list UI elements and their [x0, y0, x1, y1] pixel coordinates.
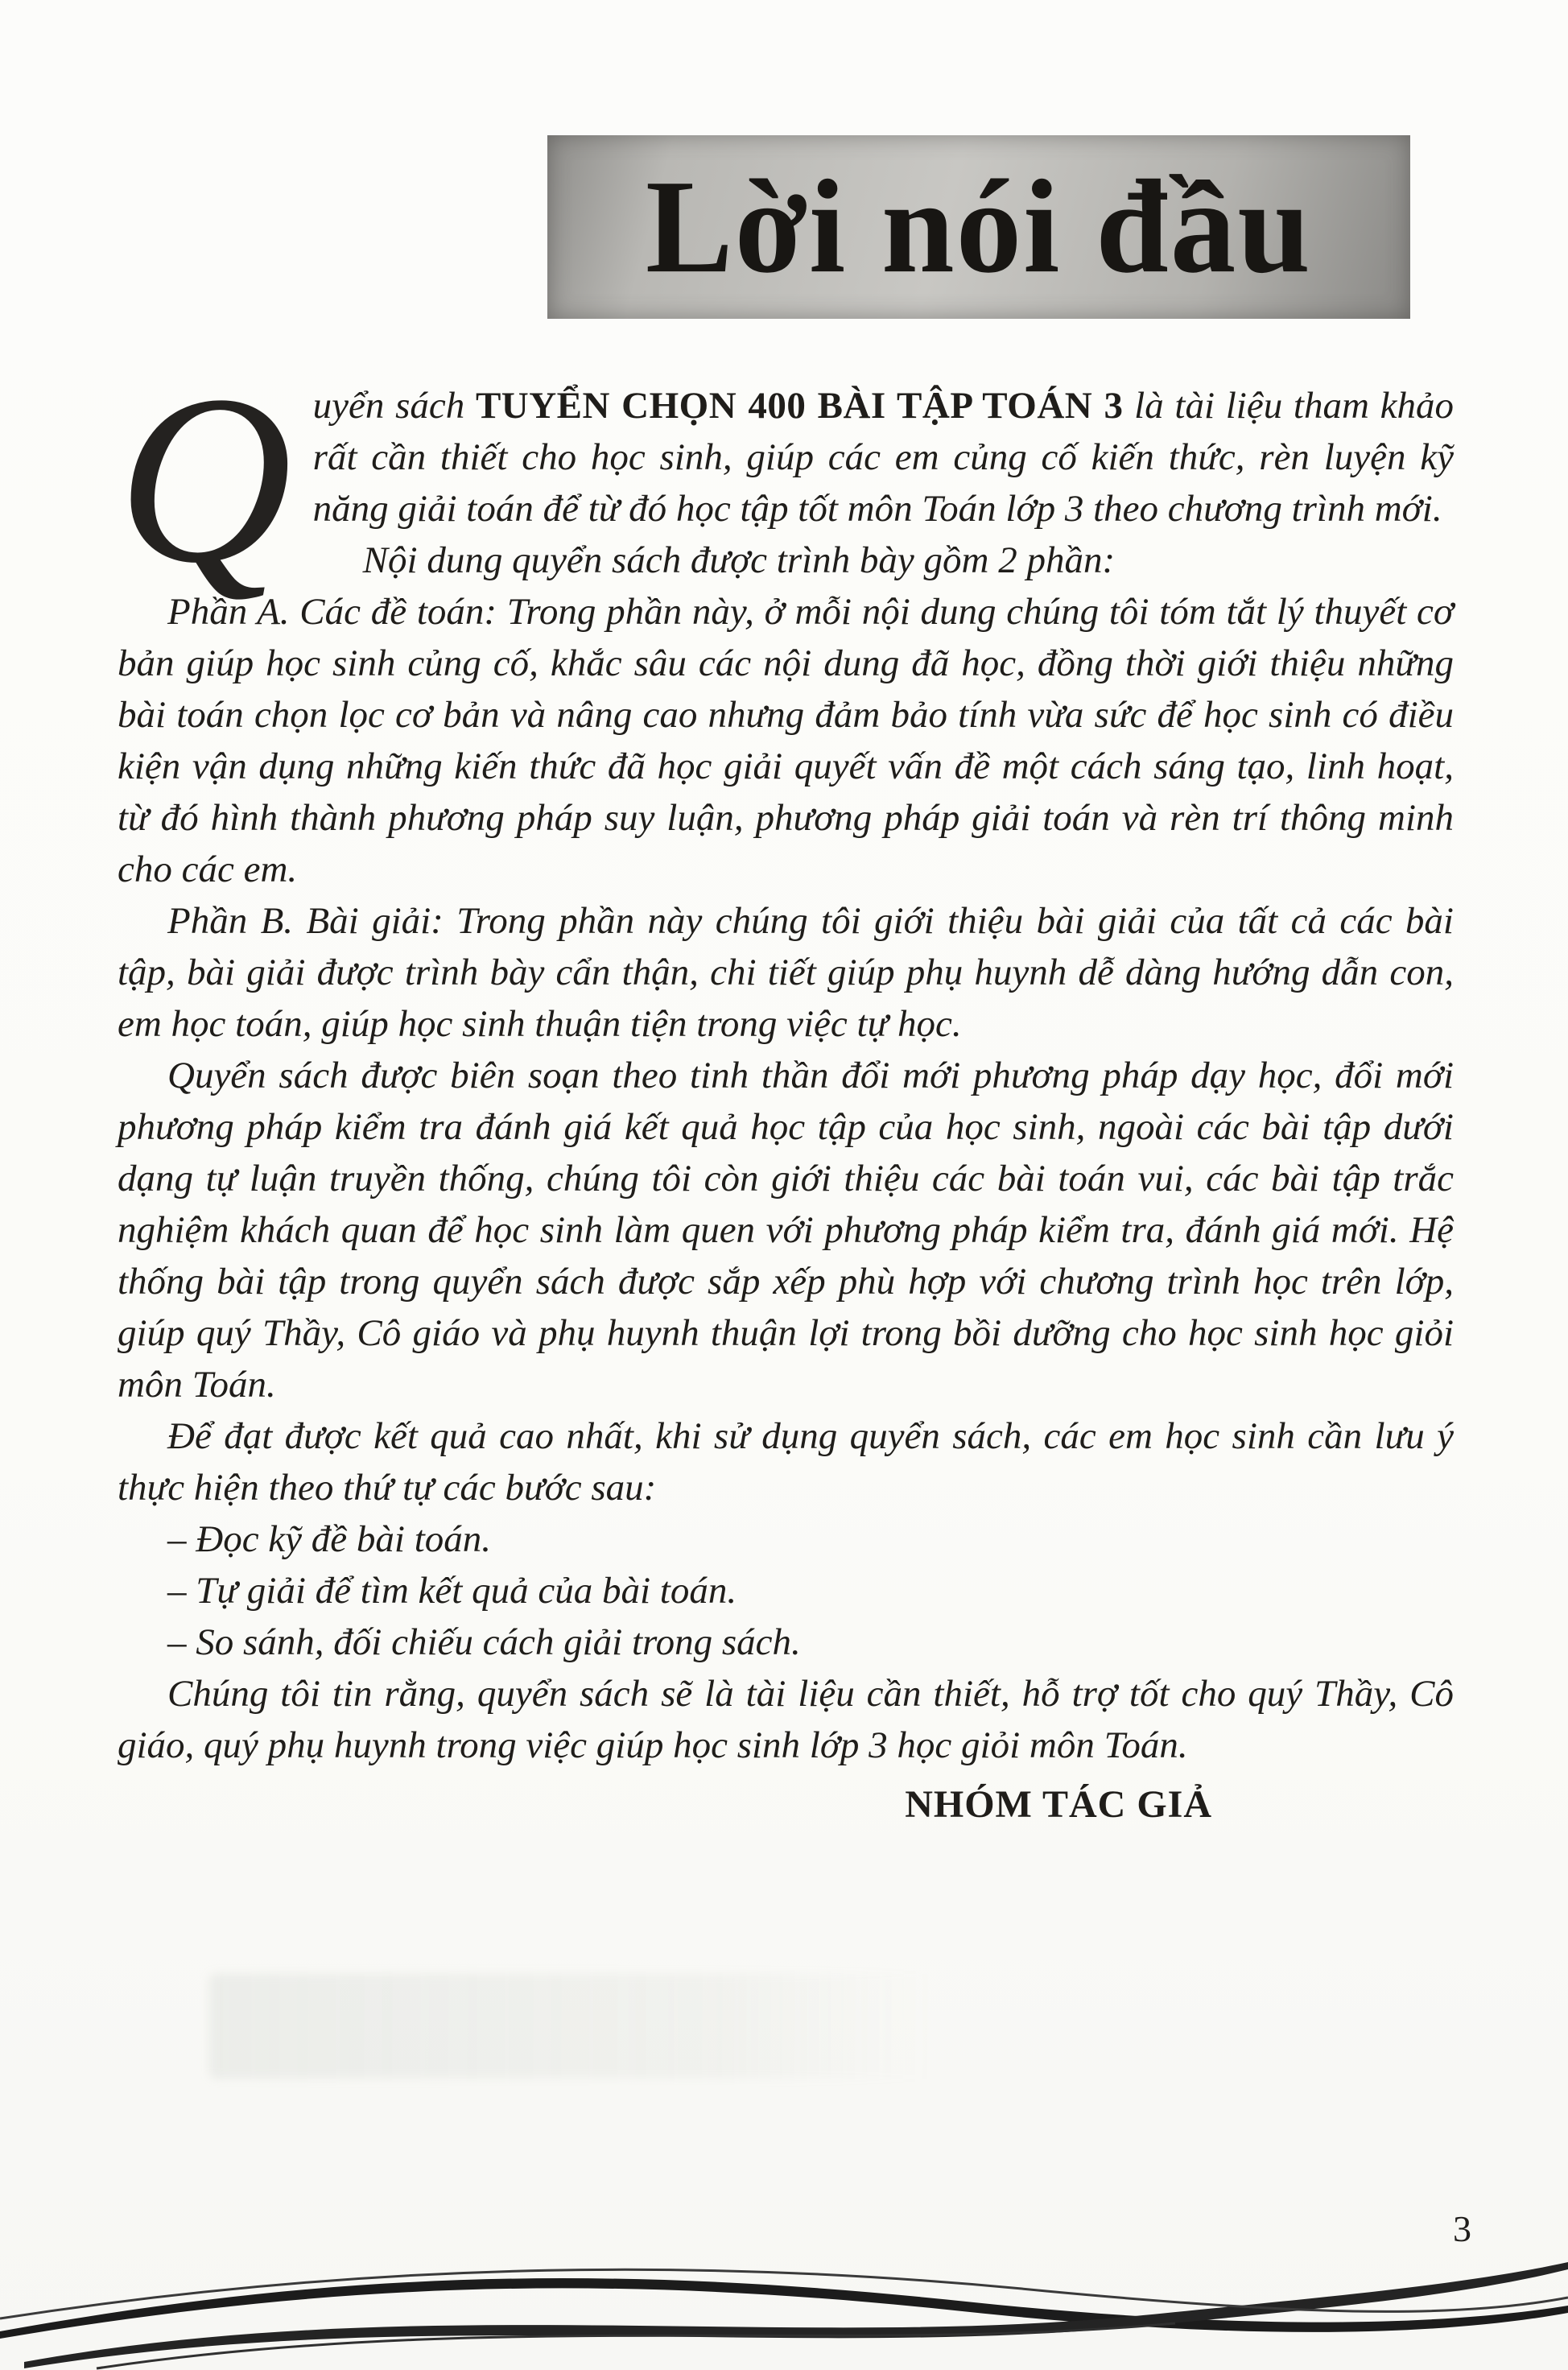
steps-list [118, 1513, 1454, 1668]
paragraph: Chúng tôi tin rằng, quyển sách sẽ là tài liệu cần thiết, hỗ trợ tốt cho quý Thầy, Cô giáo, quý phụ huynh trong việc giúp học sinh lớp 3 học giỏi môn Toán. [118, 1673, 1454, 1766]
intro-pre-text: uyển sách [312, 385, 476, 427]
paragraph: Phần A. Các đề toán: Trong phần này, ở mỗi nội dung chúng tôi tóm tắt lý thuyết cơ bản giúp học sinh củng cố, khắc sâu các nội dung đã học, đồng thời giới thiệu những bài toán chọn lọc cơ bản và nâng cao nhưng đảm bảo tính vừa sức để học sinh có điều kiện vận dụng những kiến thức đã học giải quyết vấn đề một cách sáng tạo, linh hoạt, từ đó hình thành phương pháp suy luận, phương pháp giải toán và rèn trí thông minh cho các em. [118, 591, 1454, 890]
paragraph: Để đạt được kết quả cao nhất, khi sử dụng quyển sách, các em học sinh cần lưu ý thực hiện theo thứ tự các bước sau: [118, 1415, 1454, 1509]
step-item: – Tự giải để tìm kết quả của bài toán. [167, 1570, 737, 1612]
step-item: – So sánh, đối chiếu cách giải trong sách. [167, 1621, 801, 1663]
step-item: – Đọc kỹ đề bài toán. [167, 1518, 492, 1560]
author-signature: NHÓM TÁC GIẢ [905, 1783, 1212, 1826]
page-number: 3 [1453, 2208, 1471, 2249]
preface-body [118, 345, 1454, 1831]
title-banner [547, 135, 1410, 319]
decorative-swoosh-lines [0, 2233, 1568, 2370]
page-title: Lời nói đầu [645, 152, 1312, 301]
drop-cap: Q [118, 345, 292, 613]
intro-post-text: là tài liệu tham khảo rất cần thiết cho học sinh, giúp các em củng cố kiến thức, rèn luyện kỹ năng giải toán để từ đó học tập tốt môn Toán lớp 3 theo chương trình mới. [312, 385, 1454, 530]
paragraph: Phần B. Bài giải: Trong phần này chúng tôi giới thiệu bài giải của tất cả các bài tập, bài giải được trình bày cẩn thận, chi tiết giúp phụ huynh dễ dàng hướng dẫn con, em học toán, giúp học sinh thuận tiện trong việc tự học. [118, 900, 1454, 1045]
paragraph: Quyển sách được biên soạn theo tinh thần đổi mới phương pháp dạy học, đổi mới phương pháp kiểm tra đánh giá kết quả học tập của học sinh, ngoài các bài tập dưới dạng tự luận truyền thống, chúng tôi còn giới thiệu các bài toán vui, các bài tập trắc nghiệm khách quan để học sinh làm quen với phương pháp kiểm tra, đánh giá mới. Hệ thống bài tập trong quyển sách được sắp xếp phù hợp với chương trình học trên lớp, giúp quý Thầy, Cô giáo và phụ huynh thuận lợi trong bồi dưỡng cho học sinh học giỏi môn Toán. [118, 1055, 1454, 1406]
page-bleedthrough-artifact [209, 1974, 934, 2079]
paragraph: Nội dung quyển sách được trình bày gồm 2 phần: [362, 539, 1116, 581]
book-title-text: TUYỂN CHỌN 400 BÀI TẬP TOÁN 3 [475, 385, 1124, 427]
